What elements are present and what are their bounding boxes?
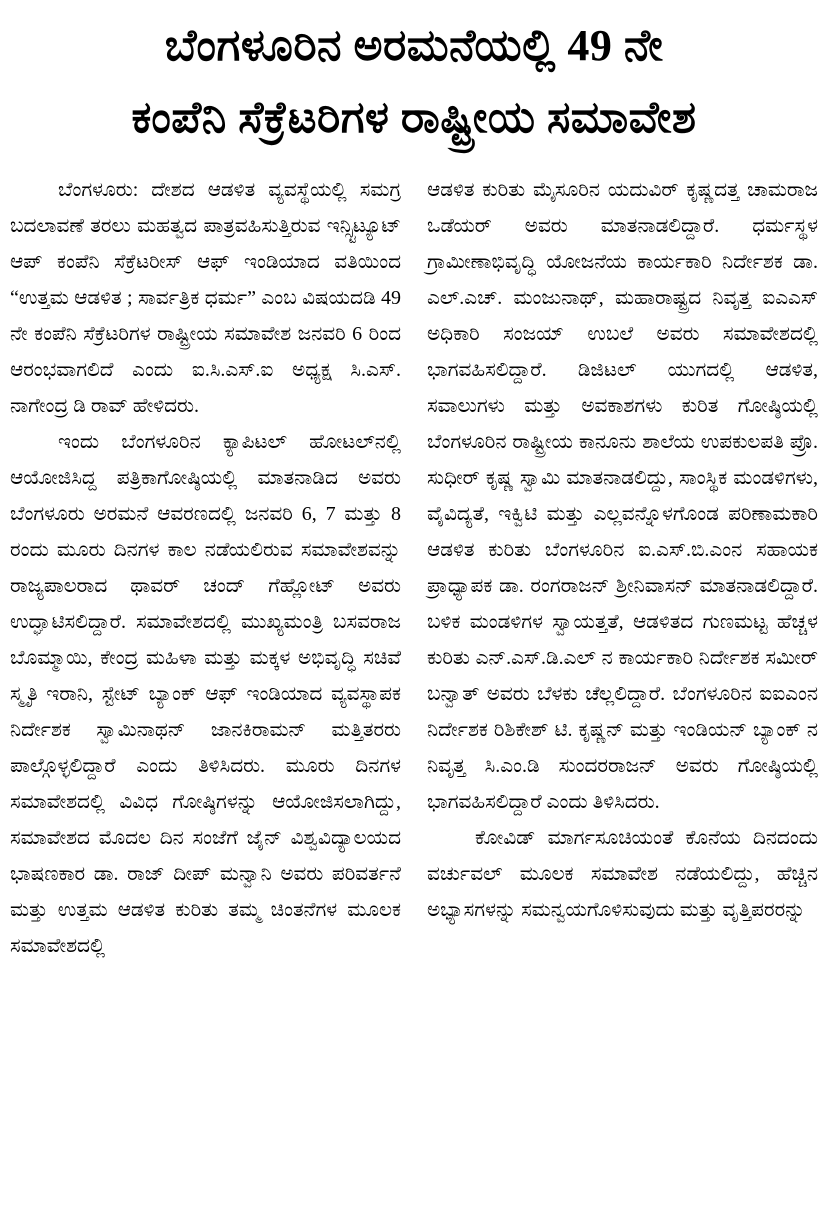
paragraph-body: ಇಂದು ಬೆಂಗಳೂರಿನ ಕ್ಯಾಪಿಟಲ್ ಹೋಟಲ್‌ನಲ್ಲಿ ಆಯೋಜಿಸಿದ್ದ ಪತ್ರಿಕಾಗೋಷ್ಠಿಯಲ್ಲಿ ಮಾತನಾಡಿದ ಅವರು ಬೆಂಗಳೂರು ಅರಮನೆ ಆವರಣದಲ್ಲಿ ಜನವರಿ 6, 7 ಮತ್ತು 8 ರಂದು ಮೂರು ದಿನಗಳ ಕಾಲ ನಡೆಯಲಿರುವ ಸಮಾವೇಶವನ್ನು ರಾಜ್ಯಪಾಲರಾದ ಥಾವರ್ ಚಂದ್ ಗೆಹ್ಲೋಟ್ ಅವರು ಉದ್ಘಾಟಿಸಲಿದ್ದಾರೆ. ಸಮಾವೇಶದಲ್ಲಿ ಮುಖ್ಯಮಂತ್ರಿ ಬಸವರಾಜ ಬೊಮ್ಮಾಯಿ, ಕೇಂದ್ರ ಮಹಿಳಾ ಮತ್ತು ಮಕ್ಕಳ ಅಭಿವೃದ್ಧಿ ಸಚಿವೆ ಸ್ಮೃತಿ ಇರಾನಿ, ಸ್ಟೇಟ್ ಬ್ಯಾಂಕ್ ಆಫ್ ಇಂಡಿಯಾದ ವ್ಯವಸ್ಥಾಪಕ ನಿರ್ದೇಶಕ ಸ್ವಾಮಿನಾಥನ್ ಜಾನಕಿರಾಮನ್ ಮತ್ತಿತರರು ಪಾಲ್ಗೊಳ್ಳಲಿದ್ದಾರೆ ಎಂದು ತಿಳಿಸಿದರು. ಮೂರು ದಿನಗಳ ಸಮಾವೇಶದಲ್ಲಿ ವಿವಿಧ ಗೋಷ್ಠಿಗಳನ್ನು ಆಯೋಜಿಸಲಾಗಿದ್ದು, ಸಮಾವೇಶದ ಮೊದಲ ದಿನ ಸಂಜೆಗೆ ಜೈನ್ ವಿಶ್ವವಿದ್ಯಾಲಯದ ಭಾಷಣಕಾರ ಡಾ. ರಾಜ್ ದೀಪ್ ಮನ್ವಾನಿ ಅವರು ಪರಿವರ್ತನೆ ಮತ್ತು ಉತ್ತಮ ಆಡಳಿತ ಕುರಿತು ತಮ್ಮ ಚಿಂತನೆಗಳ ಮೂಲಕ ಸಮಾವೇಶದಲ್ಲಿ: [10, 431, 401, 957]
headline-line-2: ಕಂಪೆನಿ ಸೆಕ್ರೆಟರಿಗಳ ರಾಷ್ಟ್ರೀಯ ಸಮಾವೇಶ: [131, 93, 697, 142]
column-right: [427, 172, 818, 964]
paragraph-lede: ಬೆಂಗಳೂರು: ದೇಶದ ಆಡಳಿತ ವ್ಯವಸ್ಥೆಯಲ್ಲಿ ಸಮಗ್ರ ಬದಲಾವಣೆ ತರಲು ಮಹತ್ವದ ಪಾತ್ರವಹಿಸುತ್ತಿರುವ ಇನ್ಸ್ಟಿಟ್ಯೂಟ್ ಆಪ್ ಕಂಪೆನಿ ಸೆಕ್ರೆಟರೀಸ್ ಆಫ್ ಇಂಡಿಯಾದ ವತಿಯಿಂದ “ಉತ್ತಮ ಆಡಳಿತ ; ಸಾರ್ವತ್ರಿಕ ಧರ್ಮ” ಎಂಬ ವಿಷಯದಡಿ 49 ನೇ ಕಂಪೆನಿ ಸೆಕ್ರೆಟರಿಗಳ ರಾಷ್ಟ್ರೀಯ ಸಮಾವೇಶ ಜನವರಿ 6 ರಿಂದ ಆರಂಭವಾಗಲಿದೆ ಎಂದು ಐ.ಸಿ.ಎಸ್.ಐ ಅಧ್ಯಕ್ಷ ಸಿ.ಎಸ್. ನಾಗೇಂದ್ರ ಡಿ ರಾವ್ ಹೇಳಿದರು.: [10, 179, 401, 417]
paragraph-closing: ಕೋವಿಡ್ ಮಾರ್ಗಸೂಚಿಯಂತೆ ಕೊನೆಯ ದಿನದಂದು ವರ್ಚುವಲ್ ಮೂಲಕ ಸಮಾವೇಶ ನಡೆಯಲಿದ್ದು, ಹೆಚ್ಚಿನ ಅಭ್ಯಾಸಗಳನ್ನು ಸಮನ್ವಯಗೊಳಿಸುವುದು ಮತ್ತು ವೃತ್ತಿಪರರನ್ನು: [427, 827, 818, 921]
article-body: [0, 172, 828, 964]
column-left: [10, 172, 401, 964]
headline-line-1: ಬೆಂಗಳೂರಿನ ಅರಮನೆಯಲ್ಲಿ 49 ನೇ: [164, 21, 664, 70]
article-headline: [8, 10, 820, 154]
paragraph-continuation: ಆಡಳಿತ ಕುರಿತು ಮೈಸೂರಿನ ಯದುವಿರ್ ಕೃಷ್ಣದತ್ತ ಚಾಮರಾಜ ಒಡೆಯರ್ ಅವರು ಮಾತನಾಡಲಿದ್ದಾರೆ. ಧರ್ಮಸ್ಥಳ ಗ್ರಾಮೀಣಾಭಿವೃದ್ಧಿ ಯೋಜನೆಯ ಕಾರ್ಯಕಾರಿ ನಿರ್ದೇಶಕ ಡಾ. ಎಲ್.ಎಚ್. ಮಂಜುನಾಥ್, ಮಹಾರಾಷ್ಟ್ರದ ನಿವೃತ್ತ ಐಎಎಸ್ ಅಧಿಕಾರಿ ಸಂಜಯ್ ಉಬಲೆ ಅವರು ಸಮಾವೇಶದಲ್ಲಿ ಭಾಗವಹಿಸಲಿದ್ದಾರೆ. ಡಿಜಿಟಲ್ ಯುಗದಲ್ಲಿ ಆಡಳಿತ, ಸವಾಲುಗಳು ಮತ್ತು ಅವಕಾಶಗಳು ಕುರಿತ ಗೋಷ್ಠಿಯಲ್ಲಿ ಬೆಂಗಳೂರಿನ ರಾಷ್ಟ್ರೀಯ ಕಾನೂನು ಶಾಲೆಯ ಉಪಕುಲಪತಿ ಪ್ರೊ. ಸುಧೀರ್ ಕೃಷ್ಣ ಸ್ವಾಮಿ ಮಾತನಾಡಲಿದ್ದು, ಸಾಂಸ್ಥಿಕ ಮಂಡಳಿಗಳು, ವೈವಿದ್ಯತೆ, ಇಕ್ವಿಟಿ ಮತ್ತು ಎಲ್ಲವನ್ನೊಳಗೊಂಡ ಪರಿಣಾಮಕಾರಿ ಆಡಳಿತ ಕುರಿತು ಬೆಂಗಳೂರಿನ ಐ.ಎಸ್.ಬಿ.ಎಂನ ಸಹಾಯಕ ಪ್ರಾಧ್ಯಾಪಕ ಡಾ. ರಂಗರಾಜನ್ ಶ್ರೀನಿವಾಸನ್ ಮಾತನಾಡಲಿದ್ದಾರೆ. ಬಳಿಕ ಮಂಡಳಿಗಳ ಸ್ವಾಯತ್ತತೆ, ಆಡಳಿತದ ಗುಣಮಟ್ಟ ಹೆಚ್ಚಳ ಕುರಿತು ಎನ್.ಎಸ್.ಡಿ.ಎಲ್ ನ ಕಾರ್ಯಕಾರಿ ನಿರ್ದೇಶಕ ಸಮೀರ್ ಬನ್ವಾತ್ ಅವರು ಬೆಳಕು ಚೆಲ್ಲಲಿದ್ದಾರೆ. ಬೆಂಗಳೂರಿನ ಐಐಎಂನ ನಿರ್ದೇಶಕ ರಿಶಿಕೇಶ್ ಟಿ. ಕೃಷ್ಣನ್ ಮತ್ತು ಇಂಡಿಯನ್ ಬ್ಯಾಂಕ್ ನ ನಿವೃತ್ತ ಸಿ.ಎಂ.ಡಿ ಸುಂದರರಾಜನ್ ಅವರು ಗೋಷ್ಠಿಯಲ್ಲಿ ಭಾಗವಹಿಸಲಿದ್ದಾರೆ ಎಂದು ತಿಳಿಸಿದರು.: [427, 179, 818, 813]
